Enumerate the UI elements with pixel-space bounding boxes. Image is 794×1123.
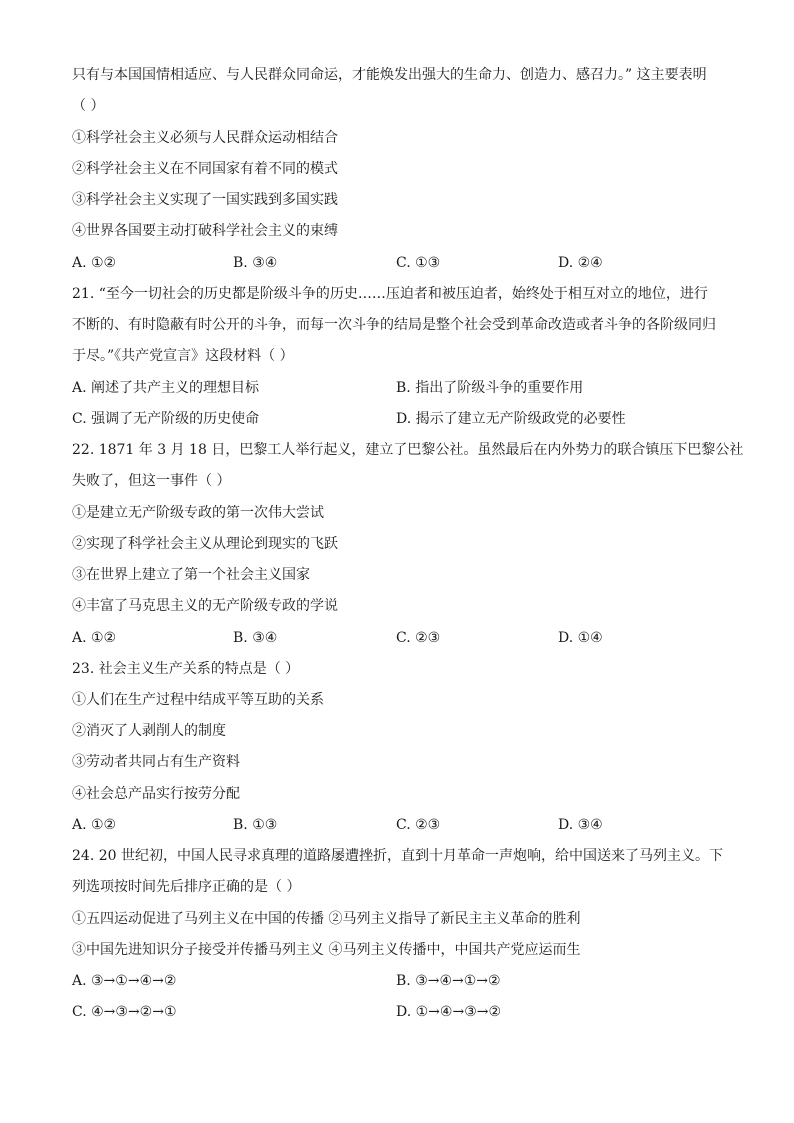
q20-item-1: ①科学社会主义必须与人民群众运动相结合: [72, 130, 338, 146]
q23-stem-line1: 23. 社会主义生产关系的特点是（ ）: [72, 661, 300, 677]
q20-option-a[interactable]: A. ①②: [72, 255, 117, 271]
q21-option-b[interactable]: B. 指出了阶级斗争的重要作用: [396, 380, 584, 396]
q20-stem-line2: （ ）: [72, 98, 105, 114]
q20-item-3: ③科学社会主义实现了一国实践到多国实践: [72, 192, 338, 208]
q24-option-b[interactable]: B. ③→④→①→②: [396, 973, 501, 989]
q20-option-d[interactable]: D. ②④: [558, 255, 603, 271]
q21-stem-line1: 21. “至今一切社会的历史都是阶级斗争的历史……压迫者和被压迫者，始终处于相互对立的地位，进行: [72, 286, 708, 302]
q22-option-d[interactable]: D. ①④: [558, 630, 603, 646]
q21-option-c[interactable]: C. 强调了无产阶级的历史使命: [72, 411, 260, 427]
q23-option-c[interactable]: C. ②③: [396, 817, 441, 833]
q23-option-d[interactable]: D. ③④: [558, 817, 603, 833]
q20-option-b[interactable]: B. ③④: [233, 255, 278, 271]
q23-item-3: ③劳动者共同占有生产资料: [72, 754, 240, 770]
q22-option-c[interactable]: C. ②③: [396, 630, 441, 646]
q20-stem-line1: 只有与本国国情相适应、与人民群众同命运，才能焕发出强大的生命力、创造力、感召力。” 这主要表明: [72, 67, 707, 83]
q21-option-a[interactable]: A. 阐述了共产主义的理想目标: [72, 380, 260, 396]
q20-option-c[interactable]: C. ①③: [396, 255, 441, 271]
q21-stem-line2: 不断的、有时隐蔽有时公开的斗争，而每一次斗争的结局是整个社会受到革命改造或者斗争的各阶级同归: [72, 317, 716, 333]
q24-option-c[interactable]: C. ④→③→②→①: [72, 1004, 177, 1020]
q23-item-4: ④社会总产品实行按劳分配: [72, 786, 240, 802]
q24-stem-line1: 24. 20 世纪初，中国人民寻求真理的道路屡遭挫折，直到十月革命一声炮响，给中国送来了马列主义。下: [72, 848, 723, 864]
q24-option-a[interactable]: A. ③→①→④→②: [72, 973, 177, 989]
q22-option-a[interactable]: A. ①②: [72, 630, 117, 646]
q22-item-3: ③在世界上建立了第一个社会主义国家: [72, 567, 310, 583]
q22-option-b[interactable]: B. ③④: [233, 630, 278, 646]
q20-item-4: ④世界各国要主动打破科学社会主义的束缚: [72, 223, 338, 239]
q23-option-a[interactable]: A. ①②: [72, 817, 117, 833]
q20-item-2: ②科学社会主义在不同国家有着不同的模式: [72, 161, 338, 177]
q21-stem-line3: 于尽。”《共产党宣言》这段材料（ ）: [72, 348, 294, 364]
q21-option-d[interactable]: D. 揭示了建立无产阶级政党的必要性: [396, 411, 626, 427]
q23-item-2: ②消灭了人剥削人的制度: [72, 723, 226, 739]
q22-stem-line2: 失败了，但这一事件（ ）: [72, 473, 231, 489]
q22-item-1: ①是建立无产阶级专政的第一次伟大尝试: [72, 505, 324, 521]
q22-stem-line1: 22. 1871 年 3 月 18 日，巴黎工人举行起义，建立了巴黎公社。虽然最后在内外势力的联合镇压下巴黎公社: [72, 442, 744, 458]
q24-option-d[interactable]: D. ①→④→③→②: [396, 1004, 502, 1020]
q22-item-4: ④丰富了马克思主义的无产阶级专政的学说: [72, 598, 338, 614]
q23-option-b[interactable]: B. ①③: [233, 817, 278, 833]
q24-item-line1: ①五四运动促进了马列主义在中国的传播 ②马列主义指导了新民主主义革命的胜利: [72, 911, 581, 927]
q24-stem-line2: 列选项按时间先后排序正确的是（ ）: [72, 879, 301, 895]
q24-item-line2: ③中国先进知识分子接受并传播马列主义 ④马列主义传播中，中国共产党应运而生: [72, 942, 581, 958]
q22-item-2: ②实现了科学社会主义从理论到现实的飞跃: [72, 536, 338, 552]
q23-item-1: ①人们在生产过程中结成平等互助的关系: [72, 692, 324, 708]
